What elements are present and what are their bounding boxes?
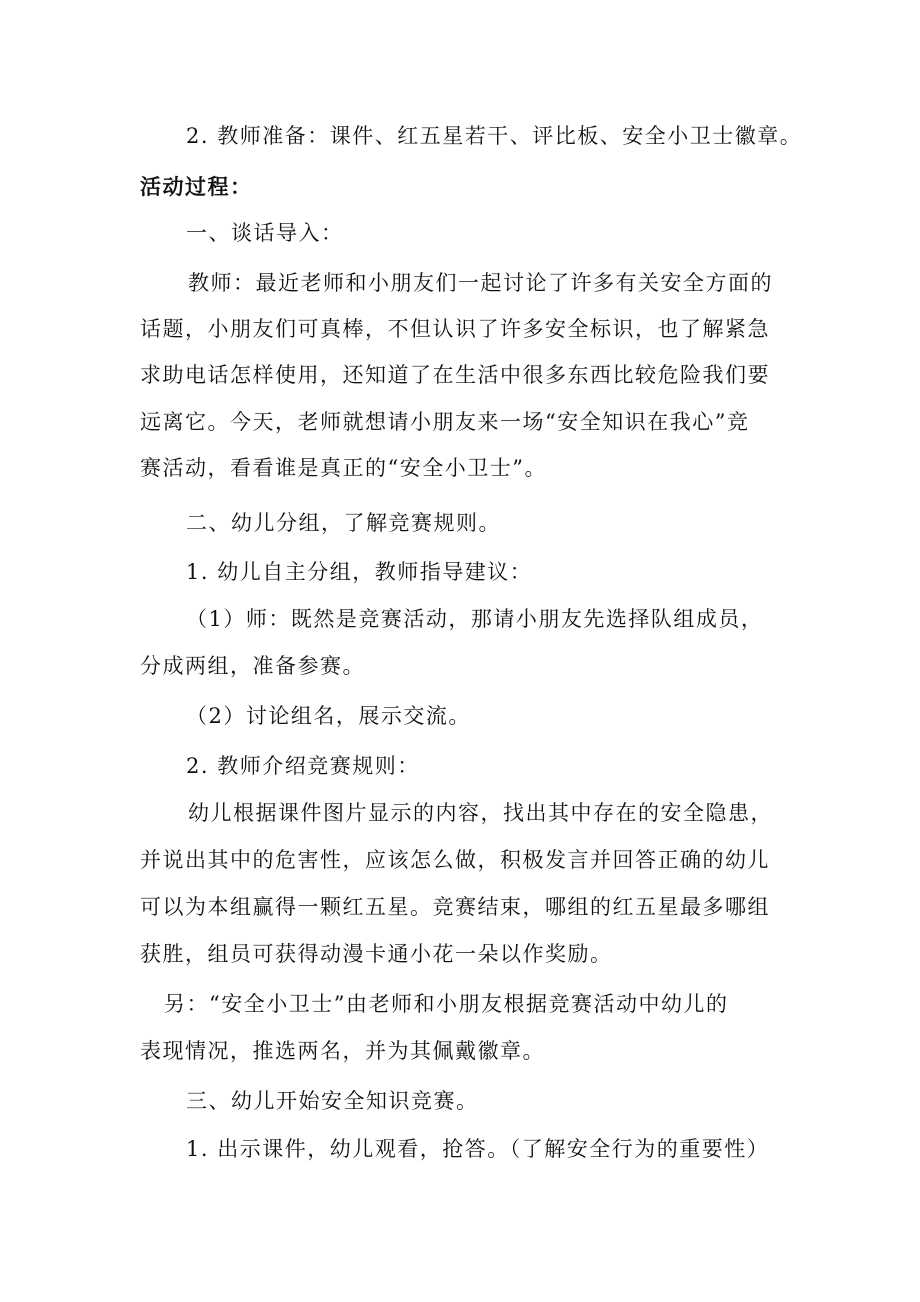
- paragraph-line: 获胜，组员可获得动漫卡通小花一朵以作奖励。: [140, 942, 613, 966]
- paragraph-line: 教师：最近老师和小朋友们一起讨论了许多有关安全方面的: [188, 271, 773, 295]
- sub-item: （2）讨论组名，展示交流。: [186, 704, 471, 728]
- paragraph-line: 赛活动，看看谁是真正的“安全小卫士”。: [140, 456, 547, 480]
- teacher-preparation-line: 2. 教师准备：课件、红五星若干、评比板、安全小卫士徽章。: [186, 124, 803, 148]
- paragraph-line: 另：“安全小卫士”由老师和小朋友根据竞赛活动中幼儿的: [164, 992, 729, 1016]
- paragraph-line: 并说出其中的危害性，应该怎么做，积极发言并回答正确的幼儿: [140, 848, 770, 872]
- numbered-item: 1. 出示课件，幼儿观看，抢答。（了解安全行为的重要性）: [186, 1137, 770, 1161]
- paragraph-line: 表现情况，推选两名，并为其佩戴徽章。: [140, 1039, 545, 1063]
- paragraph-line: 话题，小朋友们可真棒，不但认识了许多安全标识，也了解紧急: [140, 317, 770, 341]
- paragraph-line: 可以为本组赢得一颗红五星。竞赛结束，哪组的红五星最多哪组: [140, 895, 770, 919]
- paragraph-line: 幼儿根据课件图片显示的内容，找出其中存在的安全隐患，: [188, 801, 773, 825]
- paragraph-line: 远离它。今天，老师就想请小朋友来一场“安全知识在我心”竞: [140, 410, 750, 434]
- paragraph-line: 求助电话怎样使用，还知道了在生活中很多东西比较危险我们要: [140, 363, 770, 387]
- section-one-heading: 一、谈话导入：: [186, 221, 344, 245]
- section-two-heading: 二、幼儿分组，了解竞赛规则。: [186, 511, 501, 535]
- sub-item: （1）师：既然是竞赛活动，那请小朋友先选择队组成员，: [186, 607, 764, 631]
- numbered-item: 2. 教师介绍竞赛规则：: [186, 754, 420, 778]
- numbered-item: 1. 幼儿自主分组，教师指导建议：: [186, 560, 533, 584]
- paragraph-line: 分成两组，准备参赛。: [140, 654, 365, 678]
- section-three-heading: 三、幼儿开始安全知识竞赛。: [186, 1089, 479, 1113]
- activity-process-heading: 活动过程：: [140, 175, 253, 199]
